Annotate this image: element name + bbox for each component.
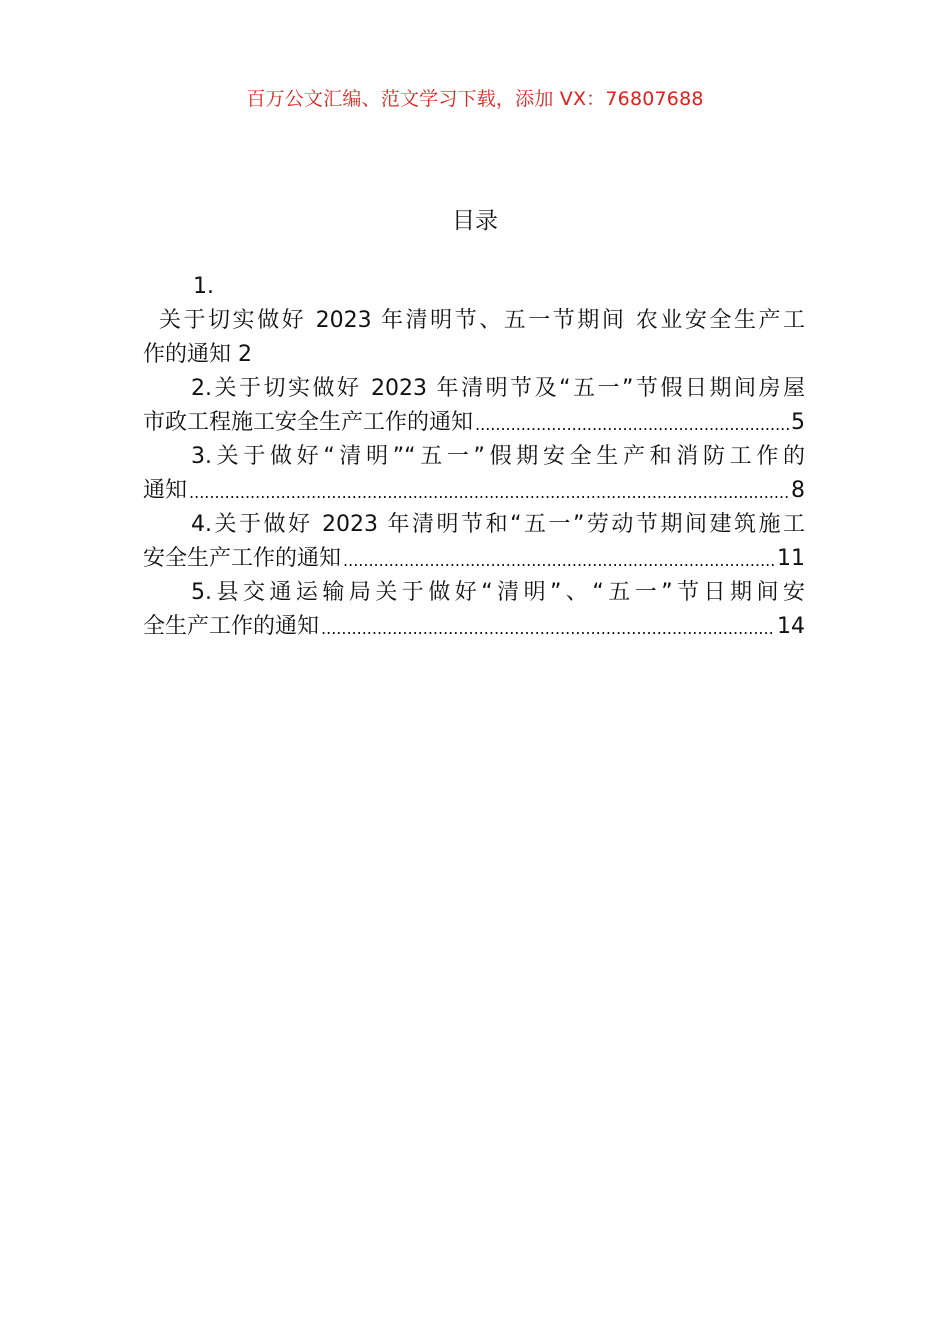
toc-entry-title-line-with-page bbox=[143, 610, 805, 644]
table-of-contents bbox=[143, 270, 805, 644]
toc-entry-4[interactable] bbox=[143, 508, 805, 576]
toc-page-number: 5 bbox=[791, 410, 805, 435]
header-watermark-note: 百万公文汇编、范文学习下载，添加 VX：76807688 bbox=[246, 88, 704, 110]
toc-entry-3[interactable] bbox=[143, 440, 805, 508]
toc-entry-title-line: 关于切实做好 2023 年清明节、五一节期间 农业安全生产工 bbox=[159, 308, 805, 333]
toc-entry-title-line: 3.关于做好“清明”“五一”假期安全生产和消防工作的 bbox=[191, 444, 805, 469]
toc-page-number: 8 bbox=[791, 478, 805, 503]
toc-entry-1[interactable] bbox=[143, 270, 805, 372]
toc-title: 目录 bbox=[452, 208, 498, 234]
toc-entry-title-line-with-page bbox=[143, 406, 805, 440]
toc-entry-title-text: 市政工程施工安全生产工作的通知 bbox=[143, 410, 474, 435]
toc-entry-title-line: 4.关于做好 2023 年清明节和“五一”劳动节期间建筑施工 bbox=[191, 512, 805, 537]
toc-entry-2[interactable] bbox=[143, 372, 805, 440]
leader-dots bbox=[343, 542, 775, 576]
toc-entry-number: 1. bbox=[193, 274, 214, 299]
leader-dots bbox=[321, 610, 775, 644]
toc-entry-title-text: 通知 bbox=[143, 478, 188, 503]
toc-entry-5[interactable] bbox=[143, 576, 805, 644]
leader-dots bbox=[189, 474, 789, 508]
toc-entry-title-text: 安全生产工作的通知 bbox=[143, 546, 342, 571]
toc-entry-title-text: 全生产工作的通知 bbox=[143, 614, 320, 639]
toc-entry-title-line-with-page bbox=[143, 542, 805, 576]
toc-entry-title-line: 5.县交通运输局关于做好“清明”、“五一”节日期间安 bbox=[191, 580, 805, 605]
toc-entry-title-line: 作的通知 2 bbox=[143, 342, 252, 367]
leader-dots bbox=[475, 406, 789, 440]
toc-entry-title-line: 2.关于切实做好 2023 年清明节及“五一”节假日期间房屋 bbox=[191, 376, 805, 401]
toc-page-number: 14 bbox=[777, 614, 805, 639]
toc-page-number: 11 bbox=[777, 546, 805, 571]
toc-entry-title-line-with-page bbox=[143, 474, 805, 508]
